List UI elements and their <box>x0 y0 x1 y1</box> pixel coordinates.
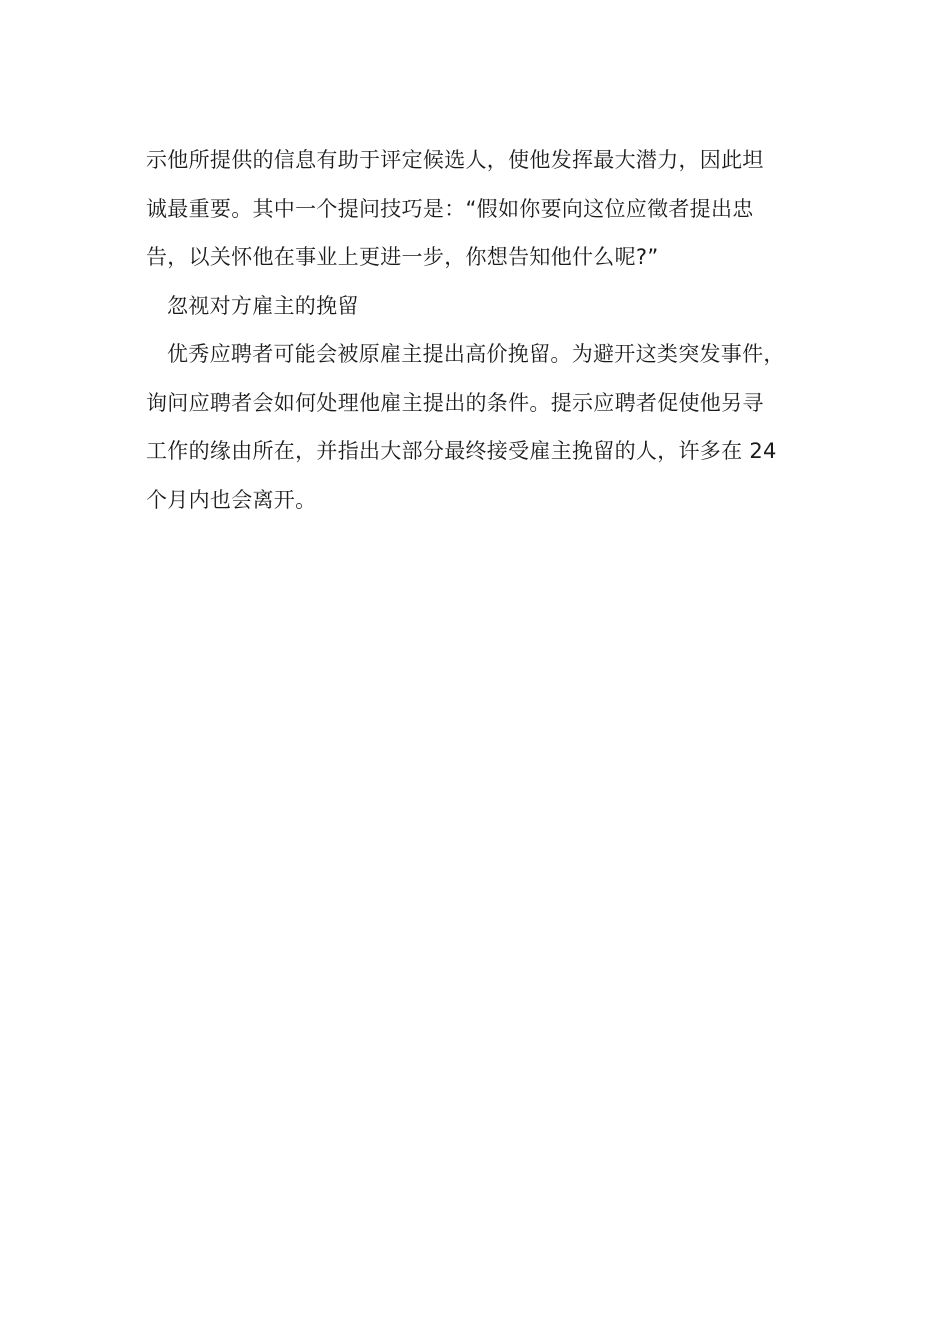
section-heading: 忽视对方雇主的挽留 <box>167 293 359 318</box>
paragraph-line: 询问应聘者会如何处理他雇主提出的条件。提示应聘者促使他另寻 <box>146 390 764 415</box>
paragraph-line: 诚最重要。其中一个提问技巧是：“假如你要向这位应徵者提出忠 <box>146 196 754 221</box>
paragraph-line: 示他所提供的信息有助于评定候选人，使他发挥最大潜力，因此坦 <box>146 148 764 172</box>
paragraph-line: 个月内也会离开。 <box>146 487 317 512</box>
paragraph-line: 工作的缘由所在，并指出大部分最终接受雇主挽留的人，许多在 24 <box>146 439 777 463</box>
paragraph-line: 优秀应聘者可能会被原雇主提出高价挽留。为避开这类突发事件， <box>167 342 785 366</box>
document-body <box>146 136 816 524</box>
paragraph-line: 告，以关怀他在事业上更进一步，你想告知他什么呢?” <box>146 245 659 269</box>
